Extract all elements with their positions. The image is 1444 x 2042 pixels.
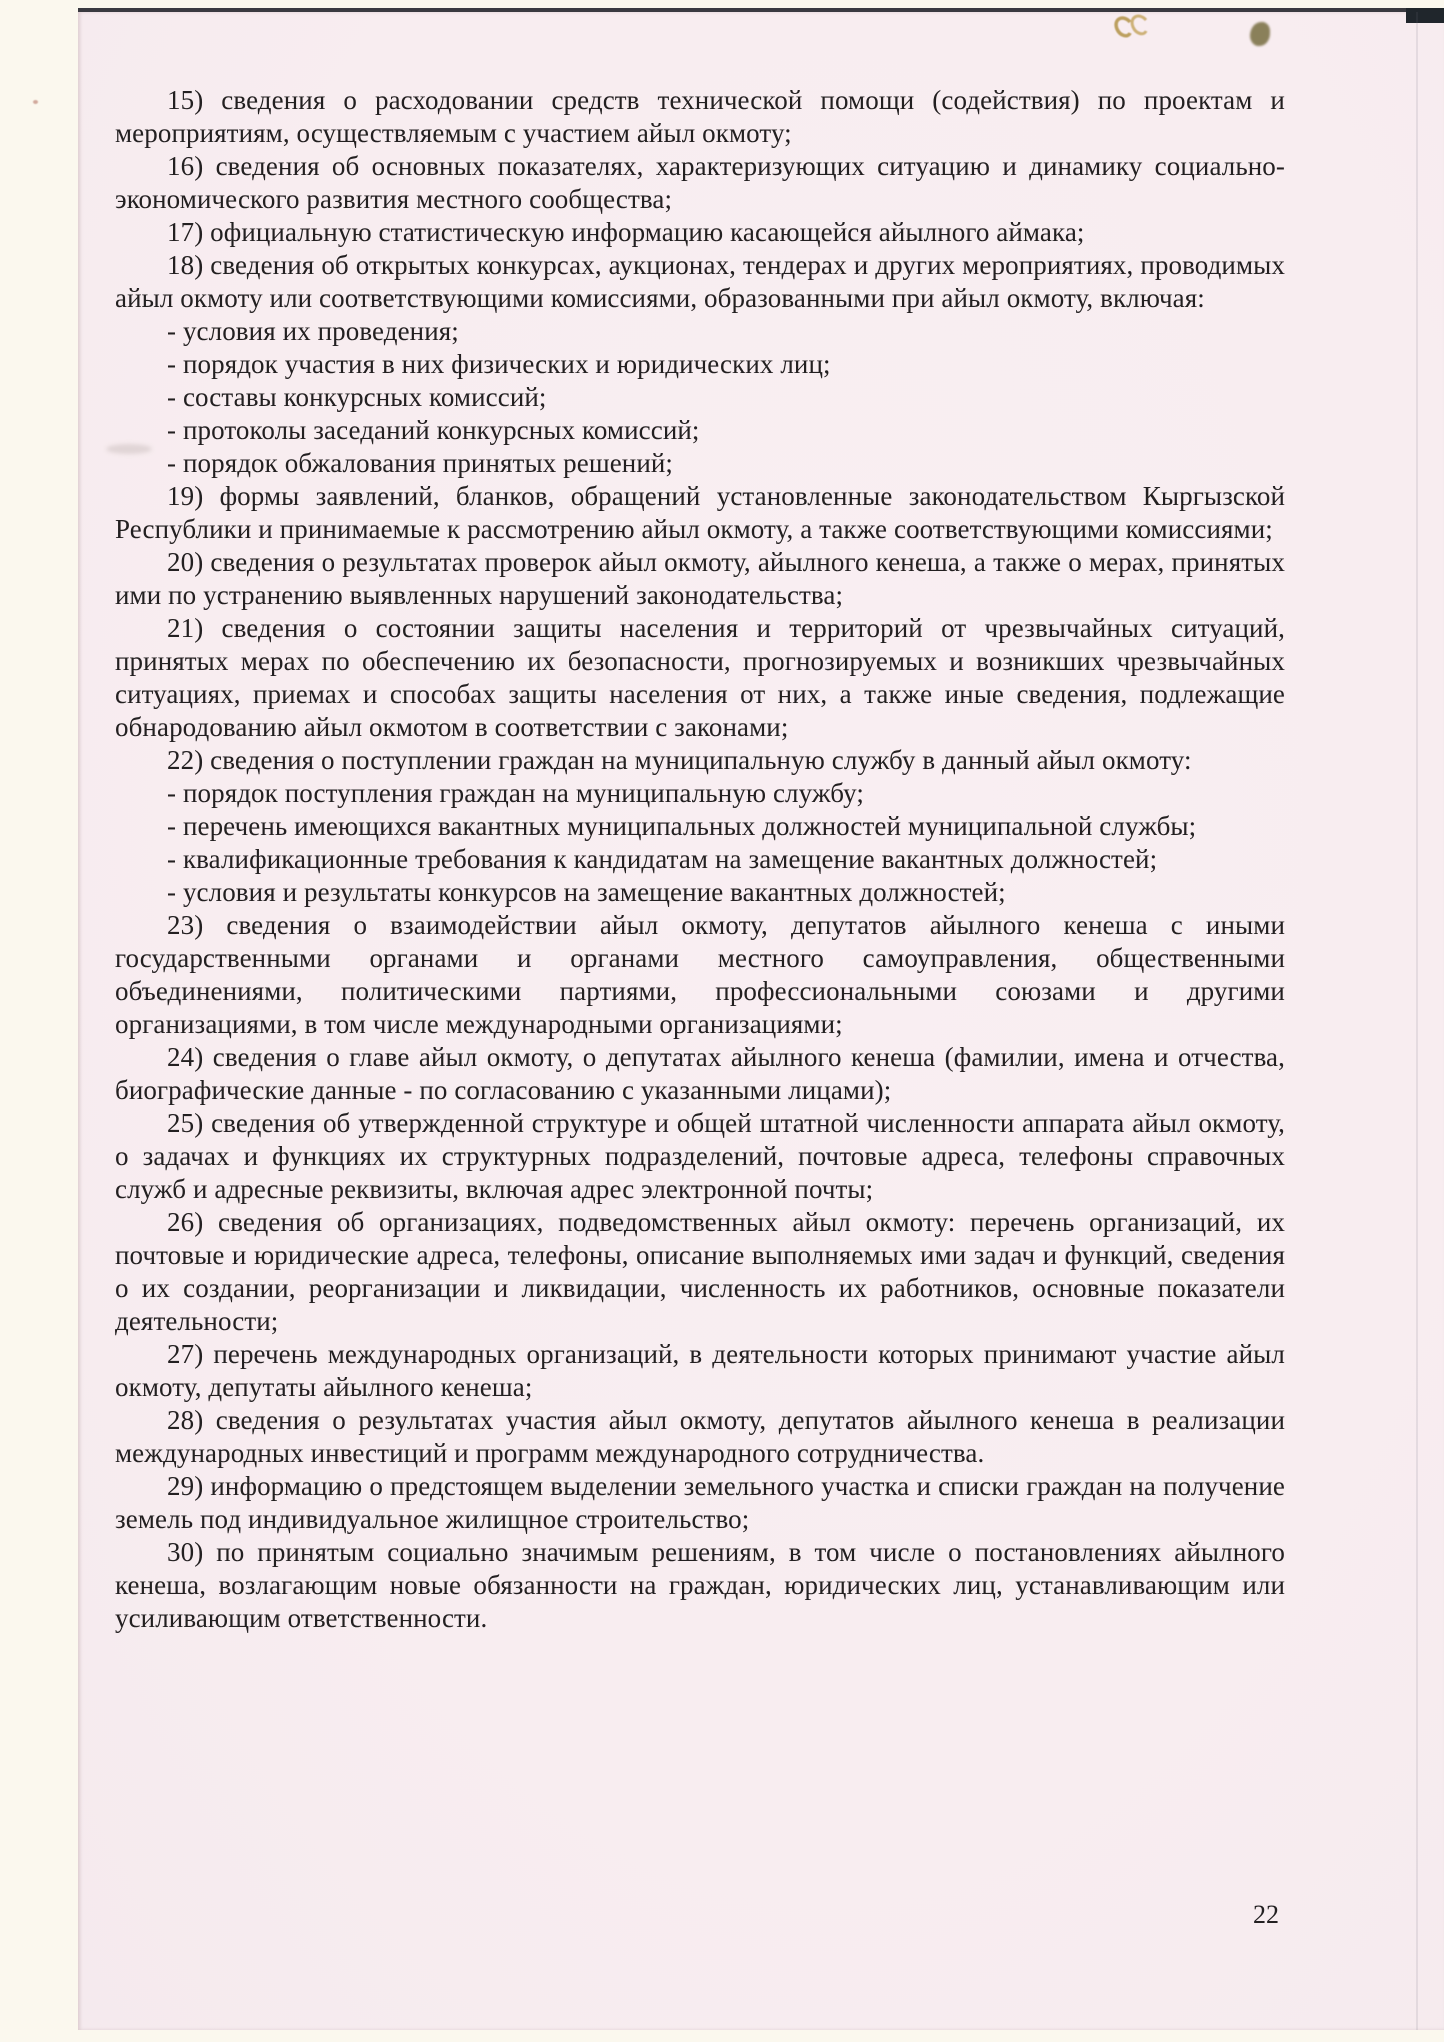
paragraph: 22) сведения о поступлении граждан на муниципальную службу в данный айыл окмоту: (167, 745, 1192, 775)
document-page (78, 8, 1444, 2030)
paragraph: 29) информацию о предстоящем выделении земельного участка и списки граждан на получение земель под индивидуальное жилищное строительство; (115, 1471, 1285, 1534)
paragraph: 19) формы заявлений, бланков, обращений установленные законодательством Кыргызской Республики и принимаемые к рассмотрению айыл окмоту, а также соответствующими комиссиями; (115, 481, 1285, 544)
paragraph: - составы конкурсных комиссий; (167, 382, 547, 412)
paragraph: 20) сведения о результатах проверок айыл окмоту, айылного кенеша, а также о мерах, принятых ими по устранению выявленных нарушений законодательства; (115, 547, 1285, 610)
page-right-edge-line (1416, 12, 1418, 2030)
paragraph: 30) по принятым социально значимым решениям, в том числе о постановлениях айылного кенеша, возлагающим новые обязанности на граждан, юридических лиц, устанавливающим или усиливающим ответственности. (115, 1537, 1285, 1633)
ink-smudge-blob (1250, 22, 1270, 46)
paragraph: 21) сведения о состоянии защиты населения и территорий от чрезвычайных ситуаций, принятых мерах по обеспечению их безопасности, прогнозируемых и возникших чрезвычайных ситуациях, приемах и способах защиты населения от них, а также иные сведения, подлежащие обнародованию айыл окмотом в соответствии с законами; (115, 613, 1285, 742)
paragraph: - порядок поступления граждан на муниципальную службу; (167, 778, 864, 808)
scan-corner-shadow (1406, 8, 1444, 23)
paragraph: 16) сведения об основных показателях, характеризующих ситуацию и динамику социально-экономического развития местного сообщества; (115, 151, 1285, 214)
paragraph: 28) сведения о результатах участия айыл окмоту, депутатов айылного кенеша в реализации международных инвестиций и программ международного сотрудничества. (115, 1405, 1285, 1468)
paragraph: 26) сведения об организациях, подведомственных айыл окмоту: перечень организаций, их почтовые и юридические адреса, телефоны, описание выполняемых ими задач и функций, сведения о их создании, реорганизации и ликвидации, численность их работников, основные показатели деятельности; (115, 1207, 1285, 1336)
ink-smudge-squiggle (1110, 12, 1162, 55)
paragraph: - протоколы заседаний конкурсных комиссий; (167, 415, 700, 445)
paragraph: 27) перечень международных организаций, в деятельности которых принимают участие айыл окмоту, депутаты айылного кенеша; (115, 1339, 1285, 1402)
paragraph: - порядок участия в них физических и юридических лиц; (167, 349, 831, 379)
document-text (115, 84, 1285, 1635)
paragraph: - порядок обжалования принятых решений; (167, 448, 674, 478)
paragraph: - перечень имеющихся вакантных муниципальных должностей муниципальной службы; (167, 811, 1197, 841)
dust-speck (33, 100, 38, 104)
paragraph: - квалификационные требования к кандидатам на замещение вакантных должностей; (167, 844, 1158, 874)
paragraph: 24) сведения о главе айыл окмоту, о депутатах айылного кенеша (фамилии, имена и отчества, биографические данные - по согласованию с указанными лицами); (115, 1042, 1285, 1105)
paragraph: - условия их проведения; (167, 316, 459, 346)
paragraph: 15) сведения о расходовании средств технической помощи (содействия) по проектам и мероприятиям, осуществляемым с участием айыл окмоту; (115, 85, 1285, 148)
paragraph: 23) сведения о взаимодействии айыл окмоту, депутатов айылного кенеша с иными государственными органами и органами местного самоуправления, общественными объединениями, политическими партиями, профессиональными союзами и другими организациями, в том числе международными организациями; (115, 910, 1285, 1039)
paragraph: 25) сведения об утвержденной структуре и общей штатной численности аппарата айыл окмоту, о задачах и функциях их структурных подразделений, почтовые адреса, телефоны справочных служб и адресные реквизиты, включая адрес электронной почты; (115, 1108, 1285, 1204)
paragraph: 18) сведения об открытых конкурсах, аукционах, тендерах и других мероприятиях, проводимых айыл окмоту или соответствующими комиссиями, образованными при айыл окмоту, включая: (115, 250, 1285, 313)
paragraph: - условия и результаты конкурсов на замещение вакантных должностей; (167, 877, 1006, 907)
page-number: 22 (1253, 1900, 1279, 1929)
paragraph: 17) официальную статистическую информацию касающейся айылного аймака; (167, 217, 1085, 247)
